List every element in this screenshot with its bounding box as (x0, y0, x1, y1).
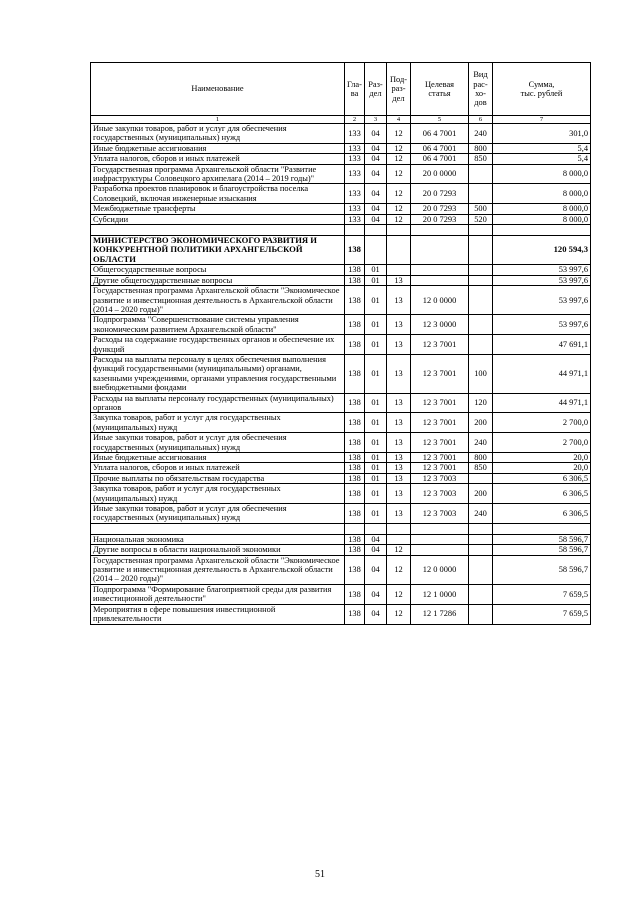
empty-cell (387, 225, 411, 236)
table-header (91, 63, 591, 124)
table-row (91, 433, 591, 453)
cell-sum: 8 000,0 (493, 214, 591, 224)
table-row (91, 286, 591, 315)
cell-subsection: 13 (387, 315, 411, 335)
cell-chapter: 138 (345, 286, 365, 315)
cell-chapter: 138 (345, 473, 365, 483)
cell-name: Расходы на выплаты персоналу государственных (муниципальных) органов (91, 393, 345, 413)
table-row (91, 164, 591, 184)
cell-section: 01 (365, 484, 387, 504)
cell-expense-type (469, 604, 493, 624)
cell-section: 04 (365, 204, 387, 214)
cell-chapter: 138 (345, 484, 365, 504)
column-number-row (91, 116, 591, 124)
cell-expense-type: 200 (469, 413, 493, 433)
cell-section: 01 (365, 463, 387, 473)
cell-subsection (387, 265, 411, 275)
header-subsection: Под- раз- дел (387, 63, 411, 116)
column-number: 6 (469, 116, 493, 124)
cell-subsection (387, 534, 411, 544)
cell-name: Расходы на выплаты персоналу в целях обеспечения выполнения функций государственными (муниципальными) органами, казенными учреждениями, органами управления государственными внебюджетными фондами (91, 354, 345, 393)
empty-cell (469, 225, 493, 236)
cell-sum: 8 000,0 (493, 204, 591, 214)
cell-sum: 8 000,0 (493, 184, 591, 204)
table-row (91, 275, 591, 285)
cell-target-article: 12 1 7286 (411, 604, 469, 624)
cell-target-article: 12 3 7003 (411, 484, 469, 504)
empty-cell (411, 523, 469, 534)
cell-subsection: 12 (387, 204, 411, 214)
cell-chapter: 138 (345, 335, 365, 355)
table-row (91, 545, 591, 555)
empty-cell (345, 225, 365, 236)
cell-section: 04 (365, 604, 387, 624)
cell-subsection: 13 (387, 393, 411, 413)
cell-chapter: 138 (345, 265, 365, 275)
table-row (91, 504, 591, 524)
cell-expense-type (469, 534, 493, 544)
cell-name: Общегосударственные вопросы (91, 265, 345, 275)
cell-subsection: 12 (387, 124, 411, 144)
cell-subsection: 12 (387, 604, 411, 624)
cell-sum: 301,0 (493, 124, 591, 144)
cell-name: Иные закупки товаров, работ и услуг для обеспечения государственных (муниципальных) нужд (91, 504, 345, 524)
cell-chapter: 133 (345, 214, 365, 224)
cell-chapter: 138 (345, 433, 365, 453)
cell-expense-type (469, 545, 493, 555)
table-row (91, 473, 591, 483)
cell-sum: 5,4 (493, 154, 591, 164)
header-expense-type: Вид рас- хо- дов (469, 63, 493, 116)
cell-subsection: 13 (387, 463, 411, 473)
cell-expense-type: 850 (469, 463, 493, 473)
empty-cell (365, 523, 387, 534)
cell-expense-type (469, 335, 493, 355)
cell-section: 01 (365, 265, 387, 275)
cell-section (365, 236, 387, 265)
cell-chapter: 138 (345, 354, 365, 393)
cell-section: 01 (365, 354, 387, 393)
cell-section: 01 (365, 286, 387, 315)
cell-name: Государственная программа Архангельской области "Экономическое развитие и инвестиционная деятельность в Архангельской области (2014 – 2020 годы)" (91, 286, 345, 315)
cell-chapter: 133 (345, 143, 365, 153)
spacer-row (91, 523, 591, 534)
cell-expense-type (469, 164, 493, 184)
cell-expense-type (469, 286, 493, 315)
header-sum: Сумма, тыс. рублей (493, 63, 591, 116)
cell-section: 01 (365, 393, 387, 413)
cell-expense-type (469, 265, 493, 275)
table-row (91, 463, 591, 473)
table-row (91, 484, 591, 504)
cell-subsection: 12 (387, 584, 411, 604)
cell-subsection: 13 (387, 354, 411, 393)
header-chapter: Гла- ва (345, 63, 365, 116)
cell-name: Уплата налогов, сборов и иных платежей (91, 154, 345, 164)
table-row (91, 143, 591, 153)
table-row (91, 204, 591, 214)
cell-sum: 58 596,7 (493, 545, 591, 555)
ministry-row (91, 236, 591, 265)
cell-expense-type: 800 (469, 453, 493, 463)
empty-cell (469, 523, 493, 534)
cell-expense-type (469, 473, 493, 483)
cell-sum: 53 997,6 (493, 265, 591, 275)
cell-target-article (411, 534, 469, 544)
cell-chapter: 138 (345, 504, 365, 524)
cell-subsection: 13 (387, 286, 411, 315)
cell-section: 04 (365, 143, 387, 153)
cell-subsection: 12 (387, 184, 411, 204)
cell-subsection: 13 (387, 433, 411, 453)
cell-name: Национальная экономика (91, 534, 345, 544)
cell-expense-type: 240 (469, 433, 493, 453)
cell-subsection: 13 (387, 484, 411, 504)
cell-expense-type (469, 315, 493, 335)
cell-sum: 5,4 (493, 143, 591, 153)
cell-target-article: 06 4 7001 (411, 124, 469, 144)
cell-name: Закупка товаров, работ и услуг для государственных (муниципальных) нужд (91, 413, 345, 433)
cell-subsection: 12 (387, 154, 411, 164)
cell-target-article: 06 4 7001 (411, 154, 469, 164)
cell-name: Подпрограмма "Формирование благоприятной среды для развития инвестиционной деятельности" (91, 584, 345, 604)
column-number: 2 (345, 116, 365, 124)
cell-name: Другие общегосударственные вопросы (91, 275, 345, 285)
table-row (91, 555, 591, 584)
cell-name: Межбюджетные трансферты (91, 204, 345, 214)
cell-section: 04 (365, 154, 387, 164)
cell-target-article: 20 0 7293 (411, 214, 469, 224)
cell-target-article: 12 0 0000 (411, 286, 469, 315)
cell-target-article: 20 0 0000 (411, 164, 469, 184)
table-row (91, 335, 591, 355)
cell-name: Разработка проектов планировок и благоустройства поселка Соловецкий, включая инженерные изыскания (91, 184, 345, 204)
cell-chapter: 138 (345, 315, 365, 335)
cell-section: 01 (365, 275, 387, 285)
cell-target-article (411, 236, 469, 265)
cell-subsection: 12 (387, 214, 411, 224)
column-number: 3 (365, 116, 387, 124)
cell-chapter: 138 (345, 453, 365, 463)
header-target-article: Целевая статья (411, 63, 469, 116)
cell-target-article: 12 3 7003 (411, 504, 469, 524)
cell-subsection: 13 (387, 275, 411, 285)
table-row (91, 584, 591, 604)
cell-sum: 2 700,0 (493, 433, 591, 453)
cell-sum: 53 997,6 (493, 286, 591, 315)
budget-page (90, 62, 591, 625)
cell-section: 01 (365, 413, 387, 433)
cell-section: 01 (365, 433, 387, 453)
cell-section: 04 (365, 124, 387, 144)
cell-name: Уплата налогов, сборов и иных платежей (91, 463, 345, 473)
cell-sum: 53 997,6 (493, 275, 591, 285)
cell-name: Прочие выплаты по обязательствам государства (91, 473, 345, 483)
page-number: 51 (315, 869, 325, 880)
cell-expense-type (469, 275, 493, 285)
cell-subsection: 12 (387, 143, 411, 153)
cell-sum: 44 971,1 (493, 354, 591, 393)
cell-expense-type: 100 (469, 354, 493, 393)
cell-target-article: 12 0 0000 (411, 555, 469, 584)
cell-target-article: 12 3 7001 (411, 433, 469, 453)
cell-sum: 47 691,1 (493, 335, 591, 355)
cell-name: Государственная программа Архангельской области "Экономическое развитие и инвестиционная деятельность в Архангельской области (2014 – 2020 годы)" (91, 555, 345, 584)
cell-sum: 58 596,7 (493, 555, 591, 584)
table-row (91, 604, 591, 624)
cell-section: 04 (365, 164, 387, 184)
cell-target-article (411, 545, 469, 555)
cell-target-article: 12 3 7001 (411, 335, 469, 355)
cell-expense-type: 240 (469, 124, 493, 144)
column-number: 4 (387, 116, 411, 124)
cell-target-article: 12 3 7001 (411, 354, 469, 393)
cell-name: МИНИСТЕРСТВО ЭКОНОМИЧЕСКОГО РАЗВИТИЯ И КОНКУРЕНТНОЙ ПОЛИТИКИ АРХАНГЕЛЬСКОЙ ОБЛАСТИ (91, 236, 345, 265)
cell-subsection: 13 (387, 335, 411, 355)
cell-target-article: 12 3 7003 (411, 473, 469, 483)
empty-cell (345, 523, 365, 534)
cell-subsection: 13 (387, 473, 411, 483)
cell-sum: 6 306,5 (493, 504, 591, 524)
cell-section: 01 (365, 473, 387, 483)
column-number: 1 (91, 116, 345, 124)
cell-sum: 7 659,5 (493, 604, 591, 624)
cell-chapter: 138 (345, 555, 365, 584)
cell-chapter: 133 (345, 184, 365, 204)
cell-name: Мероприятия в сфере повышения инвестиционной привлекательности (91, 604, 345, 624)
cell-target-article: 12 3 7001 (411, 463, 469, 473)
budget-table (90, 62, 591, 625)
cell-section: 01 (365, 453, 387, 463)
cell-name: Иные закупки товаров, работ и услуг для обеспечения государственных (муниципальных) нужд (91, 433, 345, 453)
cell-sum: 6 306,5 (493, 484, 591, 504)
cell-chapter: 133 (345, 204, 365, 214)
cell-target-article: 12 1 0000 (411, 584, 469, 604)
cell-name: Государственная программа Архангельской области "Развитие инфраструктуры Соловецкого архипелага (2014 – 2019 годы)" (91, 164, 345, 184)
cell-subsection: 12 (387, 545, 411, 555)
cell-chapter: 138 (345, 584, 365, 604)
cell-section: 01 (365, 504, 387, 524)
cell-subsection: 12 (387, 164, 411, 184)
cell-chapter: 133 (345, 124, 365, 144)
cell-chapter: 133 (345, 164, 365, 184)
cell-subsection: 12 (387, 555, 411, 584)
cell-name: Другие вопросы в области национальной экономики (91, 545, 345, 555)
cell-chapter: 133 (345, 154, 365, 164)
cell-expense-type: 240 (469, 504, 493, 524)
cell-section: 01 (365, 335, 387, 355)
cell-expense-type: 200 (469, 484, 493, 504)
cell-chapter: 138 (345, 413, 365, 433)
table-row (91, 184, 591, 204)
table-row (91, 214, 591, 224)
cell-name: Закупка товаров, работ и услуг для государственных (муниципальных) нужд (91, 484, 345, 504)
empty-cell (91, 523, 345, 534)
cell-subsection: 13 (387, 453, 411, 463)
cell-sum: 53 997,6 (493, 315, 591, 335)
cell-expense-type (469, 584, 493, 604)
table-row (91, 315, 591, 335)
table-body (91, 124, 591, 625)
cell-sum: 44 971,1 (493, 393, 591, 413)
cell-expense-type: 120 (469, 393, 493, 413)
cell-expense-type (469, 236, 493, 265)
empty-cell (411, 225, 469, 236)
cell-target-article: 12 3 7001 (411, 393, 469, 413)
cell-sum: 7 659,5 (493, 584, 591, 604)
column-number: 7 (493, 116, 591, 124)
cell-subsection: 13 (387, 413, 411, 433)
cell-target-article: 12 3 7001 (411, 453, 469, 463)
cell-sum: 6 306,5 (493, 473, 591, 483)
cell-sum: 8 000,0 (493, 164, 591, 184)
cell-target-article: 12 3 7001 (411, 413, 469, 433)
cell-section: 04 (365, 534, 387, 544)
cell-sum: 120 594,3 (493, 236, 591, 265)
empty-cell (493, 225, 591, 236)
cell-chapter: 138 (345, 604, 365, 624)
cell-chapter: 138 (345, 534, 365, 544)
cell-section: 04 (365, 555, 387, 584)
table-row (91, 354, 591, 393)
column-number: 5 (411, 116, 469, 124)
table-row (91, 534, 591, 544)
cell-target-article: 12 3 0000 (411, 315, 469, 335)
cell-target-article (411, 265, 469, 275)
empty-cell (91, 225, 345, 236)
table-row (91, 124, 591, 144)
cell-name: Иные бюджетные ассигнования (91, 143, 345, 153)
table-row (91, 453, 591, 463)
empty-cell (365, 225, 387, 236)
empty-cell (387, 523, 411, 534)
cell-name: Расходы на содержание государственных органов и обеспечение их функций (91, 335, 345, 355)
cell-expense-type: 520 (469, 214, 493, 224)
cell-name: Подпрограмма "Совершенствование системы управления экономическим развитием Архангельской области" (91, 315, 345, 335)
header-name: Наименование (91, 63, 345, 116)
cell-sum: 58 596,7 (493, 534, 591, 544)
cell-section: 04 (365, 545, 387, 555)
spacer-row (91, 225, 591, 236)
cell-sum: 20,0 (493, 463, 591, 473)
cell-target-article: 06 4 7001 (411, 143, 469, 153)
cell-subsection (387, 236, 411, 265)
cell-sum: 2 700,0 (493, 413, 591, 433)
table-row (91, 265, 591, 275)
cell-expense-type: 850 (469, 154, 493, 164)
cell-section: 04 (365, 214, 387, 224)
cell-section: 04 (365, 184, 387, 204)
cell-expense-type (469, 184, 493, 204)
cell-expense-type (469, 555, 493, 584)
cell-section: 04 (365, 584, 387, 604)
cell-chapter: 138 (345, 393, 365, 413)
cell-chapter: 138 (345, 236, 365, 265)
cell-expense-type: 800 (469, 143, 493, 153)
cell-target-article (411, 275, 469, 285)
cell-chapter: 138 (345, 463, 365, 473)
cell-chapter: 138 (345, 545, 365, 555)
cell-name: Субсидии (91, 214, 345, 224)
header-section: Раз- дел (365, 63, 387, 116)
cell-sum: 20,0 (493, 453, 591, 463)
cell-target-article: 20 0 7293 (411, 204, 469, 214)
cell-name: Иные бюджетные ассигнования (91, 453, 345, 463)
cell-section: 01 (365, 315, 387, 335)
cell-chapter: 138 (345, 275, 365, 285)
table-row (91, 154, 591, 164)
cell-name: Иные закупки товаров, работ и услуг для обеспечения государственных (муниципальных) нужд (91, 124, 345, 144)
table-row (91, 393, 591, 413)
cell-subsection: 13 (387, 504, 411, 524)
empty-cell (493, 523, 591, 534)
table-row (91, 413, 591, 433)
cell-expense-type: 500 (469, 204, 493, 214)
cell-target-article: 20 0 7293 (411, 184, 469, 204)
